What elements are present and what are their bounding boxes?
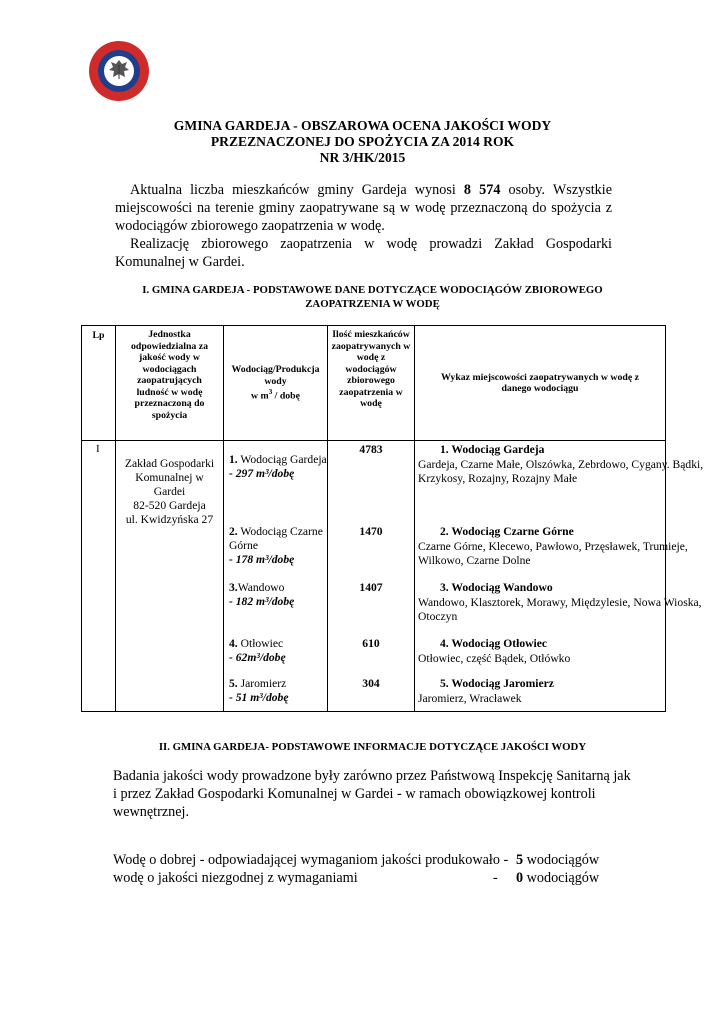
bad-quality-count (516, 869, 599, 887)
locality-block (418, 525, 708, 569)
entry-name: Wandowo (237, 581, 285, 594)
locality-list: Otłowiec, część Bądek, Otłówko (418, 651, 571, 665)
doc-title-line1: GMINA GARDEJA - OBSZAROWA OCENA JAKOŚCI WODY (173, 118, 552, 133)
header-lp: Lp (82, 326, 116, 441)
population-value: 1470 (359, 525, 383, 538)
section1-heading-line2: ZAOPATRZENIA W WODĘ (305, 298, 440, 310)
header-production: Wodociąg/Produkcja wody w $m^3$ / dobę (224, 326, 328, 441)
intro-paragraph-2 (115, 235, 612, 271)
locality-heading: 1. Wodociąg Gardeja (440, 443, 545, 456)
entry-number: 5. (229, 677, 238, 690)
section2-heading: II. GMINA GARDEJA- PODSTAWOWE INFORMACJE DOTYCZĄCE JAKOŚCI WODY (158, 741, 587, 753)
section1-heading-line1: I. GMINA GARDEJA - PODSTAWOWE DANE DOTYCZĄCE WODOCIĄGÓW ZBIOROWEGO (142, 284, 603, 296)
table-header-row (82, 326, 666, 441)
locality-heading: 5. Wodociąg Jaromierz (440, 677, 554, 690)
sanitary-inspection-logo-icon (88, 40, 150, 102)
doc-title-line3: NR 3/HK/2015 (319, 150, 406, 165)
locality-list: Wandowo, Klasztorek, Morawy, Międzylesie, Nowa Wioska, Otoczyn (418, 595, 702, 623)
intro-paragraph-1 (115, 181, 612, 235)
bad-count-value: 0 (516, 870, 524, 886)
waterworks-table (81, 325, 704, 712)
good-quality-count (516, 851, 599, 869)
locality-list: Jaromierz, Wracławek (418, 691, 522, 705)
header-population: Ilość mieszkańców zaopatrywanych w wodę z wodociągów zbiorowego zaopatrzenia w wodę (328, 326, 415, 441)
good-count-unit: wodociągów (526, 852, 600, 868)
locality-heading: 4. Wodociąg Otłowiec (440, 637, 548, 650)
intro-text-b: osoby. Wszystkie miejscowości na terenie gminy zaopatrywane są w wodę przeznaczoną do spożycia z wodociągów zbiorowego zaopatrzenia w wodę. (115, 182, 613, 234)
entry-amount: - 62m³/dobę (229, 651, 286, 664)
entry-amount: - 178 m³/dobę (229, 553, 295, 566)
doc-title-line2: PRZEZNACZONEJ DO SPOŻYCIA ZA 2014 ROK (210, 134, 515, 149)
unit-line: 82-520 Gardeja (133, 499, 206, 512)
locality-list: Czarne Górne, Klecewo, Pawłowo, Przęsławek, Trumieje, Wilkowo, Czarne Dolne (418, 539, 688, 567)
entry-amount: - 297 m³/dobę (229, 467, 295, 480)
good-quality-label: Wodę o dobrej - odpowiadającej wymaganiom jakości produkowało - (113, 852, 509, 868)
waterworks-entry (229, 637, 334, 665)
bad-quality-label: wodę o jakości niezgodnej z wymaganiami (113, 870, 358, 886)
population-total: 8 574 (463, 182, 501, 198)
unit-line: Zakład Gospodarki (124, 457, 215, 470)
locality-block (418, 677, 708, 706)
cell-production (224, 441, 328, 712)
waterworks-entry (229, 677, 334, 705)
entry-amount: - 182 m³/dobę (229, 595, 295, 608)
cell-unit (116, 441, 224, 712)
entry-name: Wodociąg Czarne Górne (229, 525, 323, 552)
bad-quality-row (113, 869, 358, 887)
locality-heading: 3. Wodociąg Wandowo (440, 581, 553, 594)
entry-name: Otłowiec (240, 637, 284, 650)
header-unit: Jednostka odpowiedzialna za jakość wody w wodociągach zaopatrujących ludność w wodę przeznaczoną do spożycia (116, 326, 224, 441)
good-quality-row (113, 851, 508, 869)
entry-name: Wodociąg Gardeja (240, 453, 327, 466)
entry-number: 1. (229, 453, 238, 466)
cell-population (328, 441, 415, 712)
lp-value: I (96, 443, 100, 455)
entry-number: 4. (229, 637, 238, 650)
locality-block (418, 637, 708, 666)
waterworks-entry (229, 453, 334, 481)
population-value: 1407 (359, 581, 383, 594)
header-localities: Wykaz miejscowości zaopatrywanych w wodę z danego wodociągu (415, 326, 666, 441)
intro-text-a: Aktualna liczba mieszkańców gminy Gardeja wynosi (130, 182, 464, 198)
waterworks-entry (229, 581, 334, 609)
entry-amount: - 51 m³/dobę (229, 691, 289, 704)
bad-count-unit: wodociągów (526, 870, 600, 886)
good-count-value: 5 (516, 852, 524, 868)
locality-heading: 2. Wodociąg Czarne Górne (440, 525, 574, 538)
locality-block (418, 581, 708, 625)
locality-block (418, 443, 708, 487)
population-value: 304 (362, 677, 380, 690)
intro-text-2: Realizację zbiorowego zaopatrzenia w wodę prowadzi Zakład Gospodarki Komunalnej w Gardei. (115, 236, 612, 270)
waterworks-entry (229, 525, 334, 567)
unit-line: Gardei (153, 485, 186, 498)
table-row (82, 441, 666, 712)
cell-localities (415, 441, 704, 712)
quality-paragraph: Badania jakości wody prowadzone były zarówno przez Państwową Inspekcję Sanitarną jak i przez Zakład Gospodarki Komunalnej w Gardei - w ramach obowiązkowej kontroli wewnętrznej. (113, 768, 631, 820)
entry-number: 2. (229, 525, 238, 538)
unit-line: ul. Kwidzyńska 27 (125, 513, 214, 526)
unit-line: Komunalnej w (135, 471, 204, 484)
locality-list: Gardeja, Czarne Małe, Olszówka, Zebrdowo, Cygany. Bądki, Krzykosy, Rozajny, Rozajny Małe (418, 457, 704, 485)
entry-number: 3. (229, 581, 238, 594)
cell-lp (82, 441, 116, 712)
entry-name: Jaromierz (240, 677, 287, 690)
population-value: 4783 (359, 443, 383, 456)
population-value: 610 (362, 637, 380, 650)
bad-quality-dash: - (493, 870, 498, 886)
